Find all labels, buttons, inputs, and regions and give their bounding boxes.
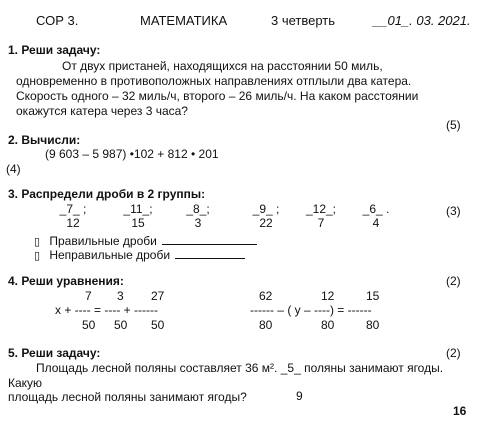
eq2-numerator: 15 [366, 289, 380, 303]
fraction-numerator: _7_ ; [59, 202, 87, 216]
subject-title: МАТЕМАТИКА [140, 13, 228, 28]
eq2-numerator: 12 [321, 289, 335, 303]
fraction-denominator: 9 [296, 389, 303, 403]
task5-points: (2) [446, 346, 461, 360]
fraction-item [181, 202, 215, 230]
eq2-denominator: 80 [259, 318, 273, 332]
fraction-denominator: 15 [131, 216, 145, 230]
fraction-item [249, 202, 283, 230]
checkbox-icon: ▯ [34, 236, 41, 248]
task1-line: От двух пристаней, находящихся на расстоянии 50 миль, [62, 59, 383, 73]
fraction-numerator: _12_; [305, 202, 337, 216]
eq2-numerator: 62 [259, 289, 273, 303]
improper-fractions-row [34, 248, 245, 262]
eq1-numerator: 7 [85, 289, 92, 303]
proper-fractions-row [34, 234, 257, 248]
task5-heading: 5. Реши задачу: [8, 346, 101, 360]
improper-fractions-label: Неправильные дроби [49, 248, 171, 262]
quarter-label: 3 четверть [271, 13, 336, 28]
task5-line: Какую [8, 376, 43, 390]
fraction-numerator: _9_ ; [252, 202, 280, 216]
fraction-numerator: _11_; [123, 202, 153, 216]
equation-1: x + ---- = ---- + ------ [55, 303, 158, 317]
eq2-denominator: 80 [321, 318, 335, 332]
task4-heading: 4. Реши уравнения: [8, 274, 124, 288]
fraction-denominator: 7 [317, 216, 325, 230]
fraction-item [56, 202, 90, 230]
task1-heading: 1. Реши задачу: [8, 43, 101, 57]
task3-points: (3) [446, 204, 461, 218]
task5-line: Площадь лесной поляны составляет 36 м². _5_ поляны занимают ягоды. [36, 361, 444, 375]
eq2-denominator: 80 [366, 318, 380, 332]
proper-fractions-label: Правильные дроби [49, 234, 157, 248]
fraction-denominator: 3 [194, 216, 202, 230]
task1-line: Скорость одного – 32 миль/ч, второго – 26 миль/ч. На каком расстоянии [16, 89, 419, 103]
eq1-denominator: 50 [114, 318, 128, 332]
fraction-denominator: 22 [259, 216, 273, 230]
task2-heading: 2. Вычисли: [8, 133, 81, 147]
fraction-denominator: 4 [372, 216, 380, 230]
task5-line: площадь лесной поляны занимают ягоды? [8, 390, 247, 404]
fraction-numerator: _6_ . [362, 202, 390, 216]
total-points: 16 [453, 404, 467, 418]
task3-heading: 3. Распредели дроби в 2 группы: [8, 187, 206, 201]
fraction-item [121, 202, 155, 230]
checkbox-icon: ▯ [34, 250, 41, 262]
task1-points: (5) [446, 118, 461, 132]
fraction-item [359, 202, 393, 230]
doc-title: СОР 3. [36, 13, 79, 28]
task1-line: одновременно в противоположных направлениях отплыли два катера. [16, 74, 412, 88]
fraction-denominator: 12 [66, 216, 80, 230]
fraction-item [304, 202, 338, 230]
date-field: __01_. 03. 2021. [373, 13, 471, 28]
eq1-numerator: 3 [117, 289, 124, 303]
eq1-numerator: 27 [151, 289, 165, 303]
fraction-numerator: _8_; [186, 202, 210, 216]
eq1-denominator: 50 [151, 318, 165, 332]
task2-points: (4) [6, 162, 21, 176]
eq1-denominator: 50 [82, 318, 96, 332]
equation-2: ------ – ( y – ----) = ------ [250, 303, 372, 317]
task1-line: окажутся катера через 3 часа? [16, 104, 188, 118]
answer-line[interactable] [175, 248, 245, 259]
answer-line[interactable] [162, 234, 257, 245]
task4-points: (2) [446, 274, 461, 288]
task2-expression: (9 603 – 5 987) •102 + 812 • 201 [45, 147, 219, 161]
